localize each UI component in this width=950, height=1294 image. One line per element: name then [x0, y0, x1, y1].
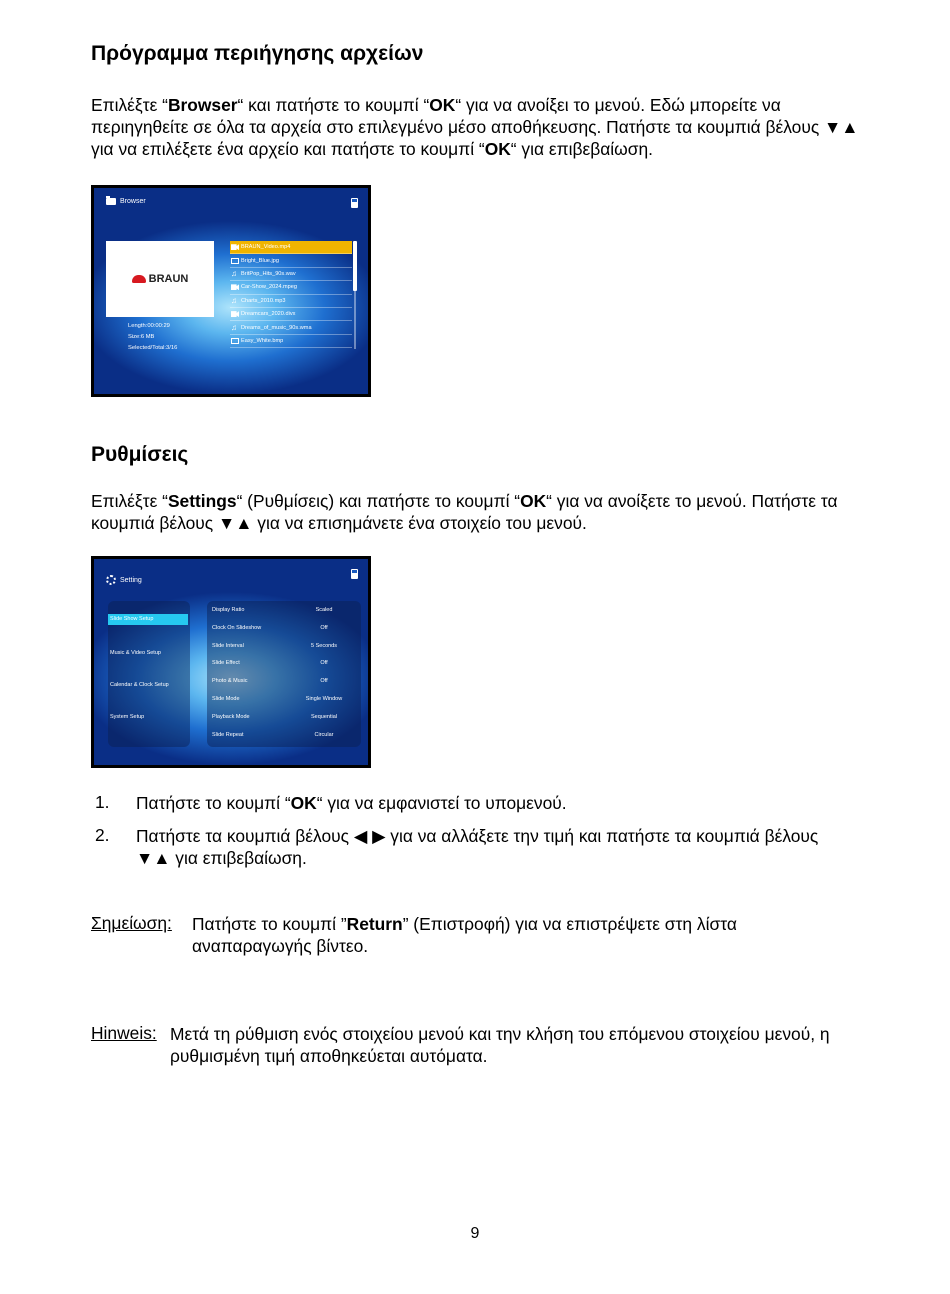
- setting-name[interactable]: Slide Interval: [212, 642, 244, 649]
- gear-icon: [106, 575, 116, 585]
- braun-logo-text: BRAUN: [148, 273, 189, 285]
- file-list-item[interactable]: [230, 308, 352, 321]
- settings-category-item[interactable]: Calendar & Clock Setup: [110, 682, 169, 688]
- file-name: Car-Show_2024.mpeg: [241, 284, 297, 291]
- file-size: Size:6 MB: [128, 334, 155, 340]
- step-2-number: 2.: [95, 825, 110, 845]
- settings-title: Setting: [120, 576, 142, 584]
- note-text: Πατήστε το κουμπί ”Return” (Επιστροφή) για να επιστρέψετε στη λίστα αναπαραγωγής βίντεο.: [192, 914, 737, 956]
- step-1-number: 1.: [95, 792, 110, 812]
- hinweis-label: Hinweis:: [91, 1023, 157, 1043]
- file-list-item[interactable]: [230, 281, 352, 294]
- browser-description: Επιλέξτε “Browser“ και πατήστε το κουμπί “OK“ για να ανοίξει το μενού. Εδώ μπορείτε να περιηγηθείτε σε όλα τα αρχεία στο επιλεγμένο μέσο αποθήκευσης. Πατήστε τα κουμπιά βέλους ▼▲ για να επιλέξετε ένα αρχείο και πατήστε το κουμπί “OK“ για επιβεβαίωση.: [91, 95, 859, 159]
- settings-category-item[interactable]: Music & Video Setup: [110, 650, 161, 656]
- music-icon: ♫: [231, 322, 237, 332]
- settings-header: [106, 575, 142, 585]
- file-length: Length:00:00:29: [128, 323, 170, 329]
- file-name: Charts_2010.mp3: [241, 297, 286, 304]
- setting-name[interactable]: Clock On Slideshow: [212, 624, 262, 631]
- browser-title: Browser: [120, 198, 146, 205]
- file-list: [230, 241, 352, 348]
- setting-name[interactable]: Playback Mode: [212, 713, 250, 720]
- settings-description: Επιλέξτε “Settings“ (Ρυθμίσεις) και πατήστε το κουμπί “OK“ για να ανοίξετε το μενού. Πατήστε τα κουμπιά βέλους ▼▲ για να επισημάνετε ένα στοιχείο του μενού.: [91, 491, 838, 533]
- setting-name[interactable]: Slide Effect: [212, 660, 240, 667]
- note-label: Σημείωση:: [91, 913, 172, 933]
- setting-value[interactable]: Scaled: [315, 607, 333, 613]
- settings-screenshot: [91, 556, 371, 768]
- file-list-item[interactable]: [230, 321, 352, 334]
- setting-name[interactable]: Display Ratio: [212, 607, 245, 613]
- section-title-browser: Πρόγραμμα περιήγησης αρχείων: [91, 42, 424, 65]
- setting-value[interactable]: Off: [320, 678, 328, 685]
- setting-value[interactable]: Sequential: [311, 713, 337, 720]
- browser-header: [106, 198, 146, 205]
- setting-value[interactable]: 5 Seconds: [311, 642, 337, 649]
- browser-screenshot: [91, 185, 371, 397]
- settings-category-item[interactable]: System Setup: [110, 714, 145, 720]
- setting-value[interactable]: Off: [320, 624, 328, 631]
- file-list-scroll-thumb[interactable]: [353, 241, 357, 291]
- file-list-item[interactable]: [230, 241, 352, 254]
- file-list-item[interactable]: [230, 254, 352, 267]
- page-number: 9: [470, 1225, 480, 1242]
- file-list-item[interactable]: [230, 335, 352, 348]
- music-icon: ♫: [231, 295, 237, 305]
- file-name: BritPop_Hits_90s.wav: [241, 270, 296, 277]
- file-name: Easy_White.bmp: [241, 337, 284, 344]
- photo-icon: [231, 338, 239, 344]
- music-icon: ♫: [231, 268, 237, 278]
- video-icon: [231, 284, 239, 290]
- section-title-settings: Ρυθμίσεις: [91, 443, 189, 466]
- file-name: Dreamcars_2020.divx: [241, 311, 296, 318]
- video-icon: [231, 244, 239, 250]
- photo-icon: [231, 258, 239, 264]
- file-list-item[interactable]: [230, 295, 352, 308]
- settings-category-item[interactable]: Slide Show Setup: [108, 614, 188, 625]
- setting-name[interactable]: Photo & Music: [212, 678, 248, 685]
- hinweis-text: Μετά τη ρύθμιση ενός στοιχείου μενού και την κλήση του επόμενου στοιχείου μενού, η ρυθμισμένη τιμή αποθηκεύεται αυτόματα.: [170, 1024, 830, 1066]
- folder-icon: [106, 198, 116, 205]
- sd-card-icon: [351, 198, 358, 208]
- file-selected-total: Selected/Total:3/16: [128, 345, 178, 351]
- setting-value[interactable]: Circular: [314, 731, 334, 738]
- setting-value[interactable]: Off: [320, 660, 328, 667]
- file-name: BRAUN_Video.mp4: [241, 244, 291, 251]
- step-2-text: Πατήστε τα κουμπιά βέλους ◀ ▶ για να αλλάξετε την τιμή και πατήστε τα κουμπιά βέλους ▼▲ για επιβεβαίωση.: [136, 826, 819, 868]
- settings-values-panel: [207, 601, 361, 747]
- file-name: Bright_Blue.jpg: [241, 257, 279, 264]
- file-list-item[interactable]: [230, 268, 352, 281]
- step-1-text: Πατήστε το κουμπί “OK“ για να εμφανιστεί το υπομενού.: [136, 793, 567, 813]
- file-name: Dreams_of_music_90s.wma: [241, 324, 312, 331]
- braun-logo-mark: [132, 275, 146, 283]
- sd-card-icon: [351, 569, 358, 579]
- video-icon: [231, 311, 239, 317]
- preview-thumbnail: [106, 241, 214, 317]
- setting-name[interactable]: Slide Repeat: [212, 731, 244, 738]
- setting-value[interactable]: Single Window: [305, 696, 343, 702]
- setting-name[interactable]: Slide Mode: [212, 696, 240, 702]
